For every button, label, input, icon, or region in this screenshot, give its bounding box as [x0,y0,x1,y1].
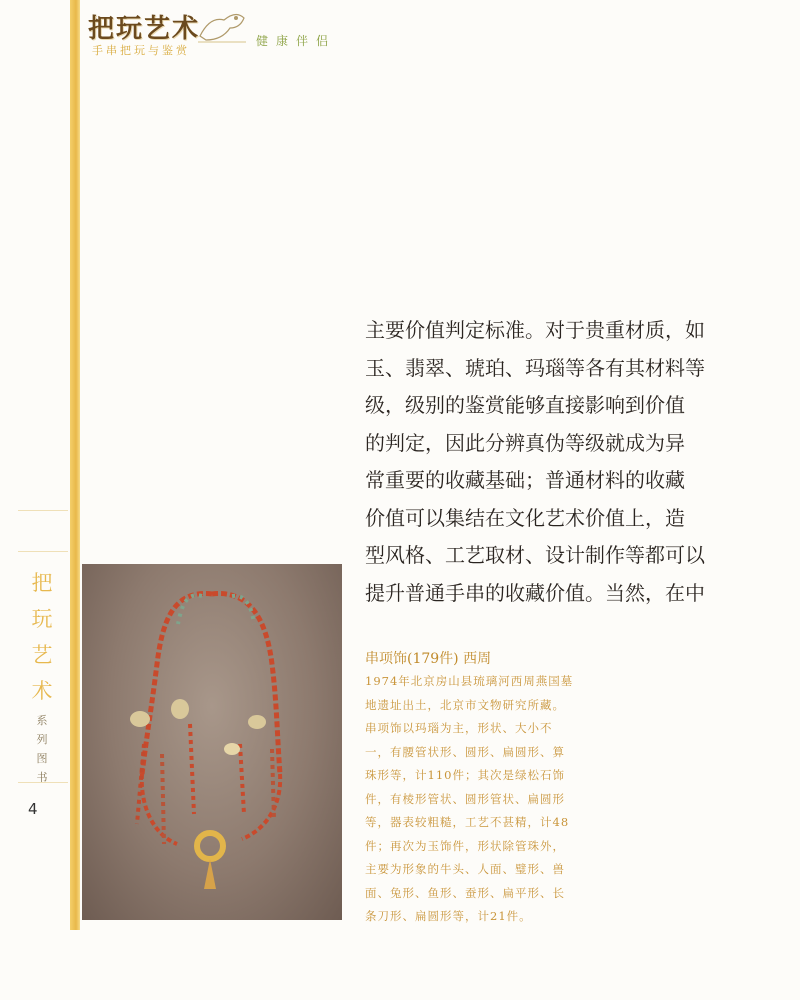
body-line: 主要价值判定标准。对于贵重材质，如 [365,318,705,342]
body-line: 型风格、工艺取材、设计制作等都可以 [365,543,705,567]
sidebar-divider [18,510,68,552]
series-label-char: 图 [36,752,48,765]
caption-line: 地遗址出土，北京市文物研究所藏。 [365,697,565,712]
series-tag: 健康伴侣 [256,34,337,48]
necklace-photo [82,564,342,920]
caption-line: 串项饰以玛瑙为主，形状、大小不 [365,721,553,735]
caption-text [365,670,665,929]
caption-line: 件，有棱形管状、圆形管状、扁圆形 [365,791,565,806]
gold-spine-bar [70,0,80,930]
sidebar-char: 艺 [31,643,53,667]
header-ornament-icon [196,6,248,46]
necklace-illustration [82,564,342,920]
body-line: 常重要的收藏基础；普通材料的收藏 [365,468,685,492]
sidebar-char: 把 [31,571,53,595]
body-paragraph [365,312,705,612]
caption-line: 1974年北京房山县琉璃河西周燕国墓 [365,674,574,688]
caption-line: 面、兔形、鱼形、蚕形、扁平形、长 [365,885,565,900]
body-line: 价值可以集结在文化艺术价值上，造 [365,505,685,530]
caption-title: 串项饰(179件) 西周 [365,651,492,667]
series-label-char: 列 [36,733,48,746]
sidebar-char: 玩 [31,607,53,631]
caption-line: 件；再次为玉饰件，形状除管珠外， [365,838,565,853]
sidebar-char: 术 [31,679,53,703]
caption-line: 珠形等，计110件；其次是绿松石饰 [365,768,565,782]
series-label-char: 书 [36,771,48,784]
body-line: 级，级别的鉴赏能够直接影响到价值 [365,393,685,417]
body-line: 玉、翡翠、琥珀、玛瑙等各有其材料等 [365,355,705,380]
caption-line: 主要为形象的牛头、人面、璧形、兽 [365,862,565,876]
sidebar-divider [18,782,68,783]
book-title: 把玩艺术 [88,14,201,44]
caption-line: 等，器表较粗糙，工艺不甚精，计48 [365,815,570,829]
caption-line: 一，有腰管状形、圆形、扁圆形、算 [365,744,565,759]
series-label-char: 系 [36,714,48,727]
book-subtitle: 手串把玩与鉴赏 [92,44,190,57]
sidebar-series [22,565,62,785]
page-number: 4 [28,800,38,818]
body-line: 的判定，因此分辨真伪等级就成为异 [365,430,685,455]
body-line: 提升普通手串的收藏价值。当然，在中 [365,580,705,605]
caption-line: 条刀形、扁圆形等，计21件。 [365,909,532,923]
